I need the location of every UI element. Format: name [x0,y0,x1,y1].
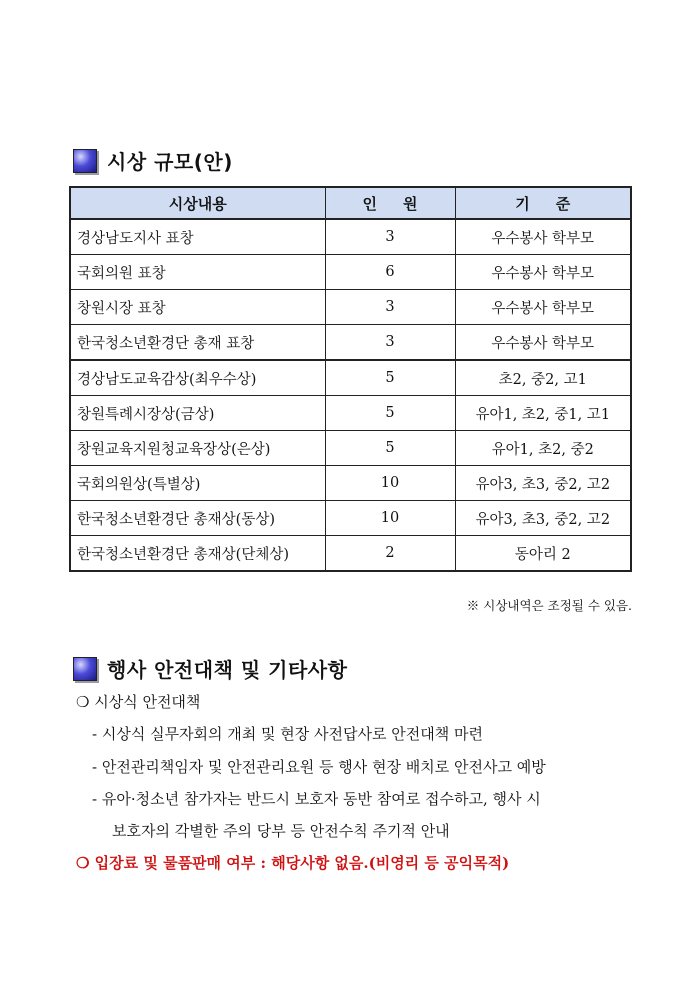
table-row [70,536,631,572]
safety-item: - 안전관리책임자 및 안전관리요원 등 행사 현장 배치로 안전사고 예방 [92,758,546,776]
award-criteria: 유아3, 초3, 중2, 고2 [455,501,631,536]
award-name: 한국청소년환경단 총재상(단체상) [70,536,325,572]
table-row [70,325,631,361]
column-header: 시상내용 [70,187,325,219]
award-count: 5 [325,360,455,396]
safety-item-continuation: 보호자의 각별한 주의 당부 등 안전수칙 주기적 안내 [112,822,450,840]
award-count: 3 [325,219,455,255]
award-criteria: 유아3, 초3, 중2, 고2 [455,466,631,501]
award-criteria: 우수봉사 학부모 [455,325,631,361]
award-name: 국회의원상(특별상) [70,466,325,501]
award-count: 6 [325,255,455,290]
table-row [70,255,631,290]
table-note: ※ 시상내역은 조정될 수 있음. [466,598,632,613]
award-criteria: 우수봉사 학부모 [455,255,631,290]
award-name: 한국청소년환경단 총재 표창 [70,325,325,361]
award-name: 창원교육지원청교육장상(은상) [70,431,325,466]
column-header: 인 원 [325,187,455,219]
award-name: 경상남도교육감상(최우수상) [70,360,325,396]
award-name: 경상남도지사 표창 [70,219,325,255]
award-criteria: 유아1, 초2, 중1, 고1 [455,396,631,431]
table-row [70,501,631,536]
table-row [70,466,631,501]
award-count: 2 [325,536,455,572]
award-count: 5 [325,396,455,431]
award-criteria: 동아리 2 [455,536,631,572]
award-criteria: 우수봉사 학부모 [455,290,631,325]
award-name: 창원특례시장상(금상) [70,396,325,431]
award-criteria: 유아1, 초2, 중2 [455,431,631,466]
table-header-row [70,187,631,219]
award-name: 국회의원 표창 [70,255,325,290]
award-count: 5 [325,431,455,466]
award-count: 10 [325,466,455,501]
award-name: 한국청소년환경단 총재상(동상) [70,501,325,536]
column-header: 기 준 [455,187,631,219]
section-heading-safety [73,654,347,683]
award-criteria: 초2, 중2, 고1 [455,360,631,396]
table-row [70,290,631,325]
section-bullet-icon [73,657,97,681]
table-row [70,431,631,466]
award-criteria: 우수봉사 학부모 [455,219,631,255]
safety-item: - 시상식 실무자회의 개최 및 현장 사전답사로 안전대책 마련 [92,725,483,743]
award-name: 창원시장 표창 [70,290,325,325]
section-heading-awards [73,146,233,175]
section-title: 시상 규모(안) [107,150,233,174]
safety-item: - 유아·청소년 참가자는 반드시 보호자 동반 참여로 접수하고, 행사 시 [92,790,541,808]
table-row [70,219,631,255]
section-bullet-icon [73,149,97,173]
award-count: 3 [325,325,455,361]
section-title: 행사 안전대책 및 기타사항 [107,658,348,682]
table-row [70,396,631,431]
table-row [70,360,631,396]
safety-heading: ❍ 시상식 안전대책 [76,693,201,711]
award-count: 10 [325,501,455,536]
award-table [69,186,632,572]
admission-fee-line: ❍ 입장료 및 물품판매 여부 : 해당사항 없음.(비영리 등 공익목적) [76,854,510,872]
award-count: 3 [325,290,455,325]
